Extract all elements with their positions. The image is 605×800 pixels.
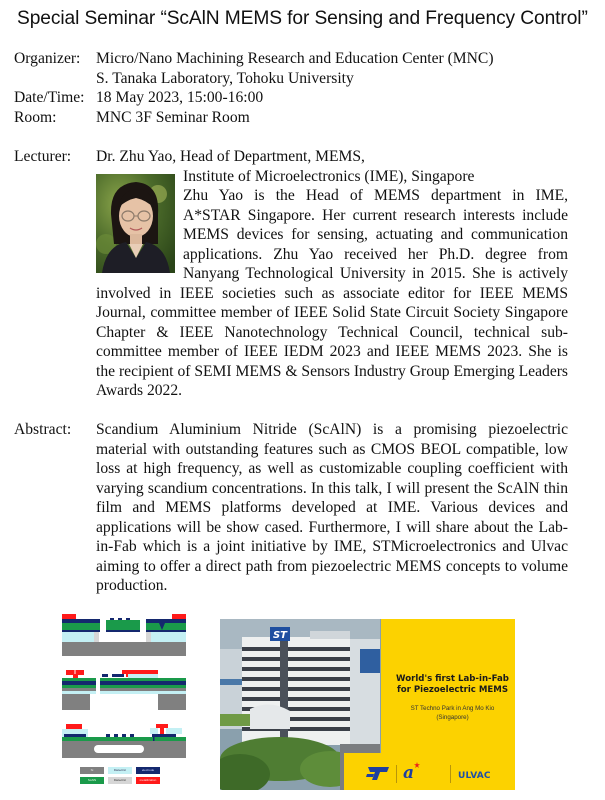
svg-text:ST: ST (272, 630, 288, 641)
astar-ime-logo-icon: a (403, 763, 415, 783)
lecturer-affiliation: Institute of Microelectronics (IME), Singapore (183, 167, 475, 185)
promo-location-line2: (Singapore) (436, 714, 469, 721)
abstract-line: in-Fab which is a joint initiative by IME, STMicroelectronics and Ulvac (96, 538, 568, 555)
abstract-label: Abstract: (14, 421, 72, 438)
logo-separator (396, 765, 397, 783)
legend-scaln: ScAlN (80, 777, 104, 784)
abstract-line: material with outstanding features such as CMOS BEOL compatible, low (96, 440, 568, 458)
promo-headline-line2: for Piezoelectric MEMS (396, 685, 509, 695)
st-logo-icon (365, 766, 391, 781)
astar-star-icon (414, 762, 420, 768)
promo-headline-line1: World's first Lab-in-Fab (396, 674, 509, 684)
abstract-line: varying scandium concentrations. In this talk, I will present the ScAlN thin (96, 479, 568, 497)
abstract-line: film and MEMS platforms developed at IME. Various devices and (96, 499, 568, 516)
legend-dielectric-gray: Dielectric (108, 777, 132, 784)
organizer-value-line1: Micro/Nano Machining Research and Education Center (MNC) (96, 50, 494, 67)
bio-line: Zhu Yao is the Head of MEMS department in IME, (183, 187, 568, 204)
room-label: Room: (14, 108, 57, 126)
promo-location-line1: ST Techno Park in Ang Mo Kio (410, 705, 495, 712)
bio-line: involved in IEEE societies such as associate editor for IEEE MEMS (96, 284, 568, 302)
portrait-image-icon (96, 174, 175, 273)
bio-line: A*STAR Singapore. Her current research interests include (183, 206, 568, 224)
room-value: MNC 3F Seminar Room (96, 108, 250, 126)
legend-dielectric-cyan: Dielectric (108, 767, 132, 774)
abstract-line: loss at high frequency, as well as customizable coupling coefficient with (96, 460, 568, 477)
datetime-value: 18 May 2023, 15:00-16:00 (96, 89, 264, 106)
logo-separator (450, 765, 451, 783)
bio-line: committee member of IEEE IEDM 2023 and IEEE MEMS 2023. She is (96, 343, 568, 360)
promo-location (390, 704, 515, 722)
lecturer-label: Lecturer: (14, 148, 72, 165)
lab-in-fab-promo-photo (220, 619, 515, 790)
legend-si: Si (80, 767, 104, 774)
bio-line: the recipient of SEMI MEMS & Sensors Industry Group Emerging Leaders (96, 362, 568, 380)
bio-line: Journal, committee member of IEEE Solid State Circuit Society Singapore (96, 304, 568, 321)
bio-line: Chapter & IEEE Nanotechnology Technical Council, technical sub- (96, 323, 568, 341)
lecturer-name: Dr. Zhu Yao, Head of Department, MEMS, (96, 148, 365, 165)
abstract-line: production. (96, 577, 168, 594)
bio-line: applications. Zhu Yao received her Ph.D. degree from (183, 245, 568, 263)
mems-cross-section-diagram (62, 614, 202, 796)
abstract-line: aiming to offer a direct path from piezoelectric MEMS concepts to volume (96, 557, 568, 575)
abstract-line: Scandium Aluminium Nitride (ScAlN) is a promising piezoelectric (96, 421, 568, 438)
lecturer-portrait (96, 174, 175, 273)
bio-line: Nanyang Technological University in 2015. She is actively (183, 265, 568, 282)
ulvac-logo: ULVAC (458, 771, 491, 781)
legend-metallization: metallization (136, 777, 160, 784)
organizer-label: Organizer: (14, 50, 81, 67)
seminar-title: Special Seminar “ScAlN MEMS for Sensing and Frequency Control” (17, 8, 588, 29)
datetime-label: Date/Time: (14, 89, 85, 106)
organizer-value-line2: S. Tanaka Laboratory, Tohoku University (96, 69, 354, 87)
cross-section-illustration-icon (62, 614, 202, 766)
promo-headline (390, 674, 515, 696)
bio-line: MEMS devices for sensing, actuating and communication (183, 226, 568, 243)
bio-line: Awards 2022. (96, 382, 183, 399)
legend-electrode: electrode (136, 767, 160, 774)
abstract-line: applications will be show cased. Furthermore, I will share about the Lab- (96, 518, 568, 536)
